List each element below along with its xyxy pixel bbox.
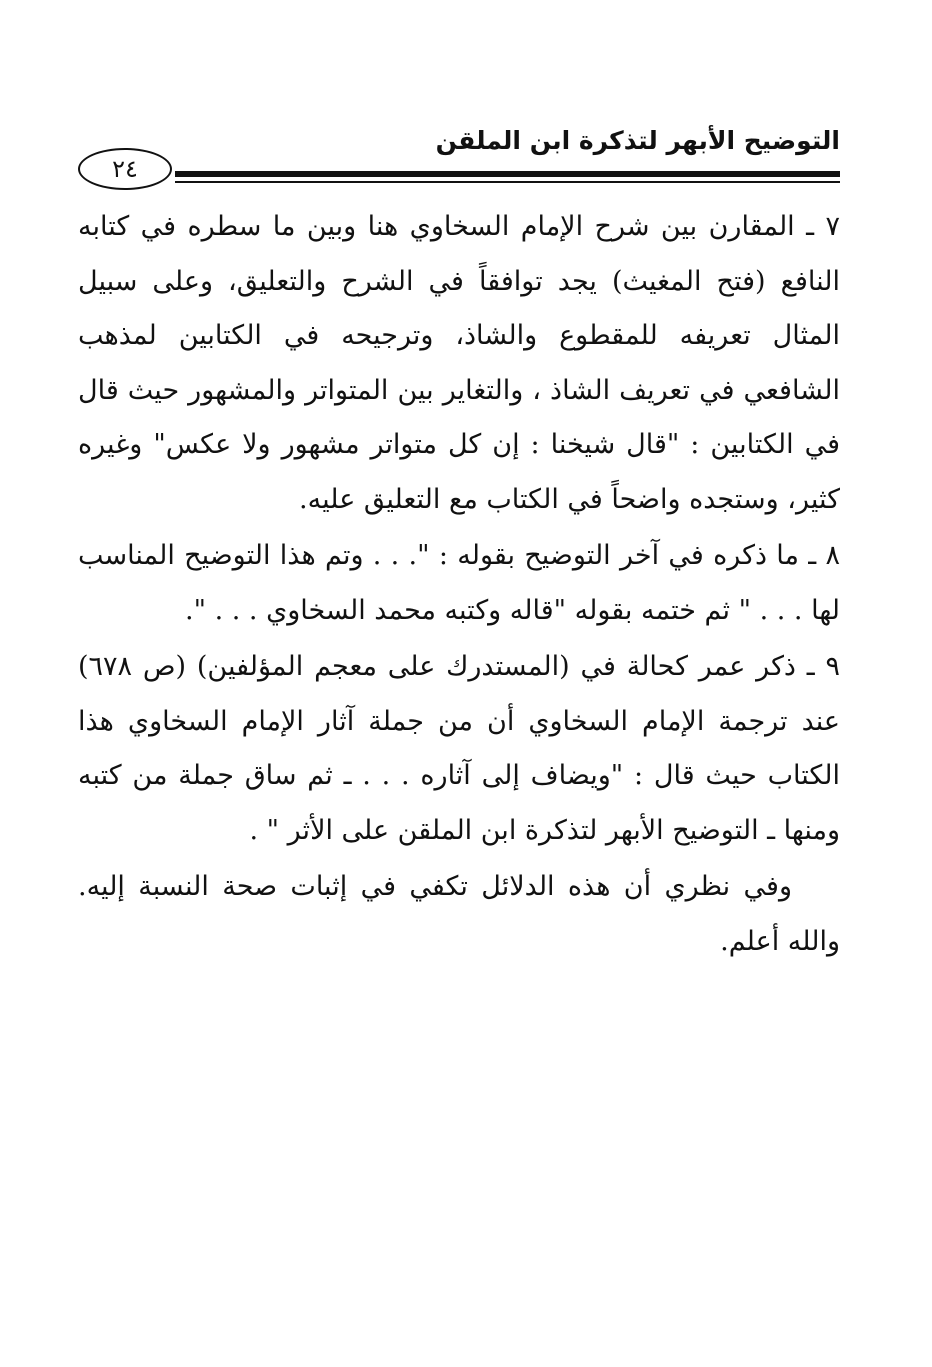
paragraph-8: ٨ ـ ما ذكره في آخر التوضيح بقوله : ". . . وتم هذا التوضيح المناسب لها . . . " ثم ختمه بقوله "قاله وكتبه محمد السخاوي . . . ". [78,540,840,626]
header-rule-thick [175,171,840,177]
page-number: ٢٤ [78,148,172,190]
body-text [78,200,840,969]
header-rule-thin [175,181,840,183]
paragraph-9: ٩ ـ ذكر عمر كحالة في (المستدرك على معجم المؤلفين) (ص ٦٧٨) عند ترجمة الإمام السخاوي أن من جملة آثار الإمام السخاوي هذا الكتاب حيث قال : "ويضاف إلى آثاره . . . ـ ثم ساق جملة من كتبه ومنها ـ التوضيح الأبهر لتذكرة ابن الملقن على الأثر " . [78,651,840,846]
paragraph-7: ٧ ـ المقارن بين شرح الإمام السخاوي هنا وبين ما سطره في كتابه النافع (فتح المغيث) يجد توافقاً في الشرح والتعليق، وعلى سبيل المثال تعريفه للمقطوع والشاذ، وترجيحه في الكتابين لمذهب الشافعي في تعريف الشاذ ، والتغاير بين المتواتر والمشهور حيث قال في الكتابين : "قال شيخنا : إن كل متواتر مشهور ولا عكس" وغيره كثير، وستجده واضحاً في الكتاب مع التعليق عليه. [78,211,840,515]
running-title: التوضيح الأبهر لتذكرة ابن الملقن [435,126,840,155]
paragraph-conclusion: وفي نظري أن هذه الدلائل تكفي في إثبات صحة النسبة إليه. والله أعلم. [78,871,840,957]
